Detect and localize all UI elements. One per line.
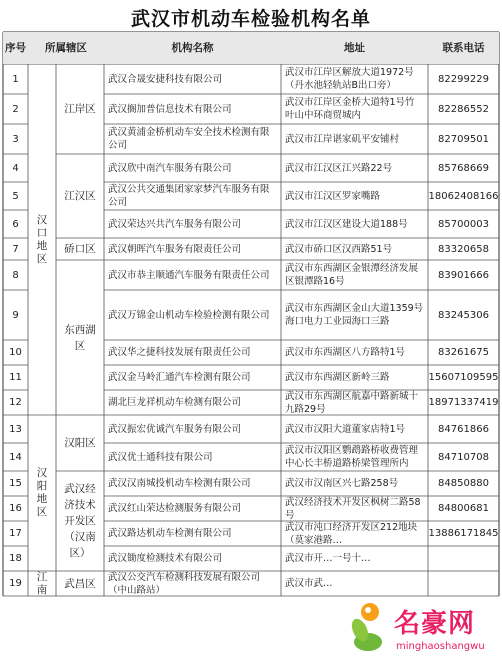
institution-name: 武汉路达机动车检测有限公司 [108,528,232,539]
institution-phone: 15607109595 [428,372,499,383]
institution-phone: 84850880 [438,478,489,489]
row-number: 13 [9,423,22,435]
row-number: 5 [12,190,19,202]
institution-name: 武汉欣中南汽车服务有限公司 [108,162,232,174]
institution-name: 武汉朝晖汽车服务有限责任公司 [108,243,242,255]
district-cell: 武汉经济技术开发区（汉南区） [64,483,96,559]
institution-address: 武汉经济技术开发区枫树二路58号 [285,496,421,521]
institution-name: 武汉合晟安捷科技有限公司 [108,73,223,85]
region-cell-hankou [28,64,56,415]
district-cell: 武昌区 [64,577,96,590]
institution-address: 武汉市汉南区兴七路258号 [285,478,399,489]
district-cell: 东西湖区 [64,323,96,352]
row-number: 2 [12,103,19,115]
institution-name: 武汉市恭主顺通汽车服务有限责任公司 [108,269,270,281]
region-label: 汉口地区 [36,213,48,265]
institution-name: 武汉红山荣达检测服务有限公司 [108,503,242,514]
header-district: 所属辖区 [28,32,104,64]
institution-name: 武汉公共交通集团家家梦汽车服务有限公司 [108,184,270,208]
institution-name: 武汉搁加普信息技术有限公司 [108,103,232,115]
institution-phone: 84761866 [438,423,489,435]
row-number: 12 [9,397,22,408]
institution-name: 武汉万锦金山机动车检验检测有限公司 [108,309,270,321]
row-number: 14 [9,451,22,463]
institution-name: 武汉优士通科技有限公司 [108,451,213,463]
institution-address: 武汉市江汉区罗家嘴路 [285,190,381,202]
institution-name: 武汉荣达兴共汽车服务有限公司 [108,218,242,230]
institution-address: 武汉市东西湖区八方路特1号 [285,347,406,358]
institution-address: 武汉市东西湖区新岭三路 [285,372,390,383]
watermark-url: minghaoshangwu [396,641,485,652]
institution-phone: 82709501 [438,133,489,145]
institution-address: 武汉市江汉区建设大道188号 [285,218,408,230]
institution-name: 湖北巨龙祥机动车检测有限公司 [108,397,242,408]
institution-address: 武汉市东西湖区金山大道1359号海口电力工业园海口三路 [285,303,424,327]
header-name: 机构名称 [104,32,281,64]
region-label: 汉阳地区 [36,467,48,518]
institution-phone: 83901666 [438,269,489,281]
institution-address: 武汉市开…一号十… [285,553,371,564]
institution-phone: 82286552 [438,103,489,115]
header-phone: 联系电话 [428,32,499,64]
institution-phone [428,546,499,571]
row-number: 19 [9,578,22,589]
institution-name: 武汉公交汽车检测科技发展有限公司（中山路站） [108,571,261,596]
institution-name: 武汉振宏优诚汽车服务有限公司 [108,423,242,435]
row-number: 16 [9,503,22,514]
institution-name: 武汉汉南城投机动车检测有限公司 [108,478,251,489]
district-cell: 江汉区 [64,190,96,202]
institution-address: 武汉市汉阳区鹦鹉路桥收费管理中心长丰桥道路桥梁管理所内 [285,445,419,469]
row-number: 10 [9,347,22,358]
institution-address: 武汉市硚口区汉西路51号 [285,243,393,255]
institution-address: 武汉市江汉区江兴路22号 [285,162,393,174]
watermark-text: 名豪网 [394,609,476,639]
row-number: 15 [9,478,22,489]
institution-address: 武汉市东西湖区航嘉中路新城十九路29号 [285,390,419,415]
institution-phone: 84800681 [438,503,489,514]
row-number: 1 [12,73,19,85]
institution-phone: 18062408166 [428,190,499,202]
institution-phone: 83245306 [438,309,489,321]
institution-phone: 85768669 [438,162,489,174]
institution-name: 武汉华之捷科技发展有限责任公司 [108,347,251,358]
row-number: 18 [9,553,22,564]
row-number: 11 [9,372,22,383]
institution-address: 武汉市汉阳大道董家店特1号 [285,423,406,435]
row-number: 8 [12,269,19,281]
district-cell: 汉阳区 [64,437,96,449]
institution-address: 武汉市东西湖区金银潭经济发展区银潭路16号 [285,263,419,287]
institution-phone: 18971337419 [428,397,499,408]
institution-address: 武汉市江岸区金桥大道特1号竹叶山中环商贸城内 [285,97,415,121]
region-cell-hanyang [28,415,56,571]
institution-phone: 83320658 [438,243,489,255]
institution-phone: 13886171845 [428,528,499,539]
institution-address: 武汉市沌口经济开发区212地块（莫家港路… [285,521,418,546]
institution-address: 武汉市江岸区解放大道1972号（丹水池轻轨站B出口旁） [285,67,414,91]
district-cell: 江岸区 [64,103,96,115]
row-number: 17 [9,528,22,539]
institution-name: 武汉锄度检测技术有限公司 [108,553,223,564]
page-title: 武汉市机动车检验机构名单 [130,8,371,30]
row-number: 4 [12,162,19,174]
row-number: 7 [12,243,19,255]
region-label: 江南 [36,571,48,596]
institution-phone: 84710708 [438,451,489,463]
institution-name: 武汉金马岭汇通汽车检测有限公司 [108,372,251,383]
institution-phone: 83261675 [438,347,489,358]
row-number: 9 [12,309,19,321]
institution-phone: 85700003 [438,218,489,230]
header-no: 序号 [3,32,28,64]
institution-phone: 82299229 [438,73,489,85]
institution-name: 武汉黄浦金桥机动车安全技术检测有限公司 [108,127,270,151]
district-cell: 硚口区 [64,243,96,255]
header-address: 地址 [281,32,428,64]
institution-address: 武汉市武… [285,578,333,589]
row-number: 3 [12,133,19,145]
institution-address: 武汉市江岸谌家矶平安铺村 [285,133,400,145]
row-number: 6 [12,218,19,230]
region-cell-jiangnan [28,571,56,596]
